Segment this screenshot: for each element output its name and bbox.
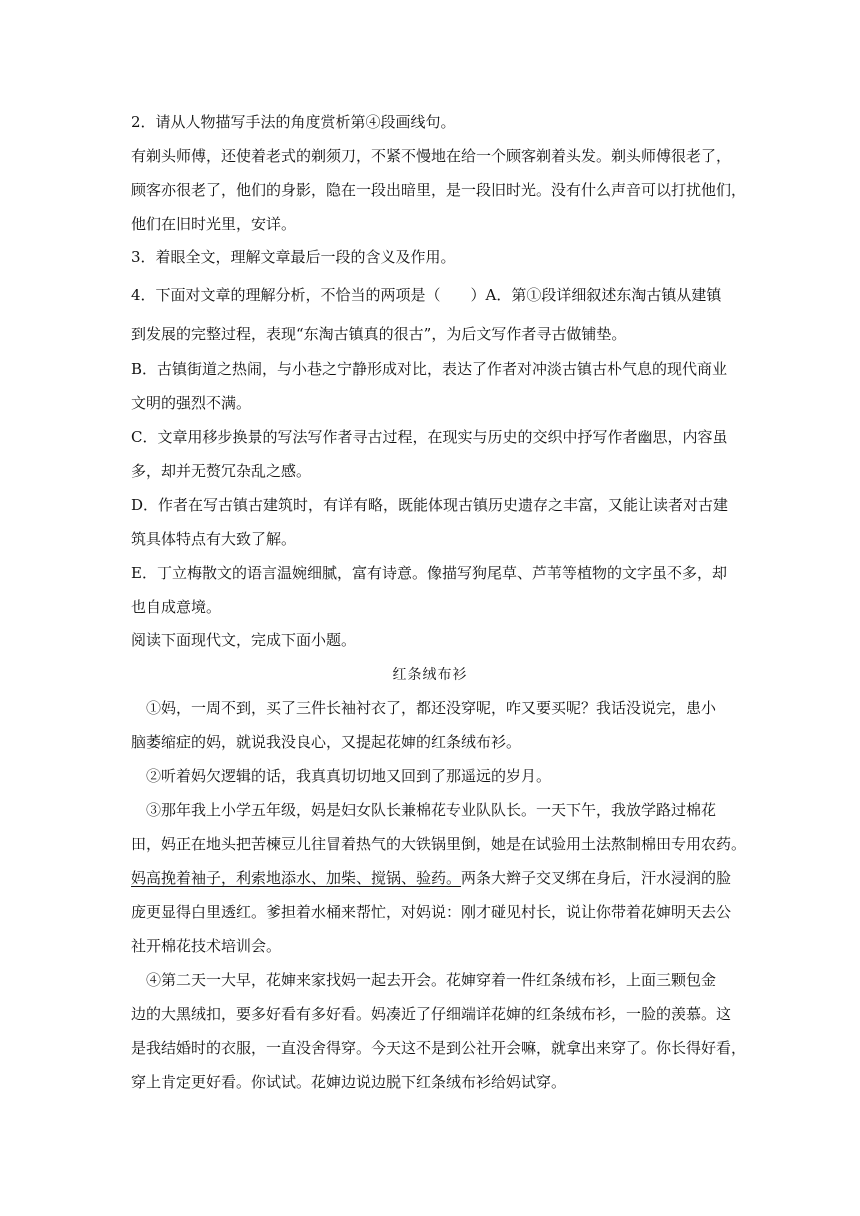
quote-line: 顾客亦很老了，他们的身影，隐在一段出暗里，是一段旧时光。没有什么声音可以打扰他们， xyxy=(131,181,747,199)
option-d: 筑具体特点有大致了解。 xyxy=(131,530,297,548)
option-d: D．作者在写古镇古建筑时，有详有略，既能体现古镇历史遗存之丰富，又能让读者对古建 xyxy=(131,496,729,514)
paragraph-3-line xyxy=(131,869,731,887)
paragraph-3: 田，妈正在地头把苦楝豆儿往冒着热气的大铁锅里倒，她是在试验用土法熬制棉田专用农药。 xyxy=(131,835,747,853)
paragraph-3: ③那年我上小学五年级，妈是妇女队长兼棉花专业队队长。一天下午，我放学路过棉花 xyxy=(131,801,717,819)
quote-line: 有剃头师傅，还使着老式的剃须刀，不紧不慢地在给一个顾客剃着头发。剃头师傅很老了， xyxy=(131,147,732,165)
question-4: 4．下面对文章的理解分析，不恰当的两项是（ ）A．第①段详细叙述东淘古镇从建镇 xyxy=(131,286,722,304)
paragraph-1: ①妈，一周不到，买了三件长袖衬衣了，都还没穿呢，咋又要买呢？我话没说完，患小 xyxy=(131,699,717,717)
paragraph-3: 庞更显得白里透红。爹担着水桶来帮忙，对妈说：刚才碰见村长，说让你带着花婶明天去公 xyxy=(131,903,732,921)
article-title: 红条绒布衫 xyxy=(392,667,468,683)
paragraph-4: ④第二天一大早，花婶来家找妈一起去开会。花婶穿着一件红条绒布衫，上面三颗包金 xyxy=(131,971,717,989)
paragraph-3-continuation: 两条大辫子交叉绑在身后，汗水浸润的脸 xyxy=(461,869,732,887)
question-3: 3．着眼全文，理解文章最后一段的含义及作用。 xyxy=(131,248,456,266)
underlined-sentence: 妈高挽着袖子，利索地添水、加柴、搅锅、验药。 xyxy=(131,869,462,887)
option-c: C．文章用移步换景的写法写作者寻古过程，在现实与历史的交织中抒写作者幽思，内容虽 xyxy=(131,428,728,446)
quote-line: 他们在旧时光里，安详。 xyxy=(131,215,297,233)
option-e: E．丁立梅散文的语言温婉细腻，富有诗意。像描写狗尾草、芦苇等植物的文字虽不多，却 xyxy=(131,564,727,582)
reading-instruction: 阅读下面现代文，完成下面小题。 xyxy=(131,631,357,649)
option-c: 多，却并无赘冗杂乱之感。 xyxy=(131,462,312,480)
paragraph-4: 边的大黑绒扣，要多好看有多好看。妈凑近了仔细端详花婶的红条绒布衫，一脸的羡慕。这 xyxy=(131,1005,732,1023)
question-4: 到发展的完整过程，表现“东淘古镇真的很古”，为后文写作者寻古做铺垫。 xyxy=(131,325,627,343)
paragraph-1: 脑萎缩症的妈，就说我没良心，又提起花婶的红条绒布衫。 xyxy=(131,733,522,751)
question-2: 2．请从人物描写手法的角度赏析第④段画线句。 xyxy=(131,113,456,131)
option-b: 文明的强烈不满。 xyxy=(131,394,252,412)
paragraph-2: ②听着妈欠逻辑的话，我真真切切地又回到了那遥远的岁月。 xyxy=(131,767,552,785)
paragraph-3: 社开棉花技术培训会。 xyxy=(131,937,282,955)
paragraph-4: 是我结婚时的衣服，一直没舍得穿。今天这不是到公社开会嘛，就拿出来穿了。你长得好看， xyxy=(131,1039,747,1057)
option-b: B．古镇街道之热闹，与小巷之宁静形成对比，表达了作者对冲淡古镇古朴气息的现代商业 xyxy=(131,360,728,378)
paragraph-4: 穿上肯定更好看。你试试。花婶边说边脱下红条绒布衫给妈试穿。 xyxy=(131,1073,567,1091)
option-e: 也自成意境。 xyxy=(131,598,222,616)
